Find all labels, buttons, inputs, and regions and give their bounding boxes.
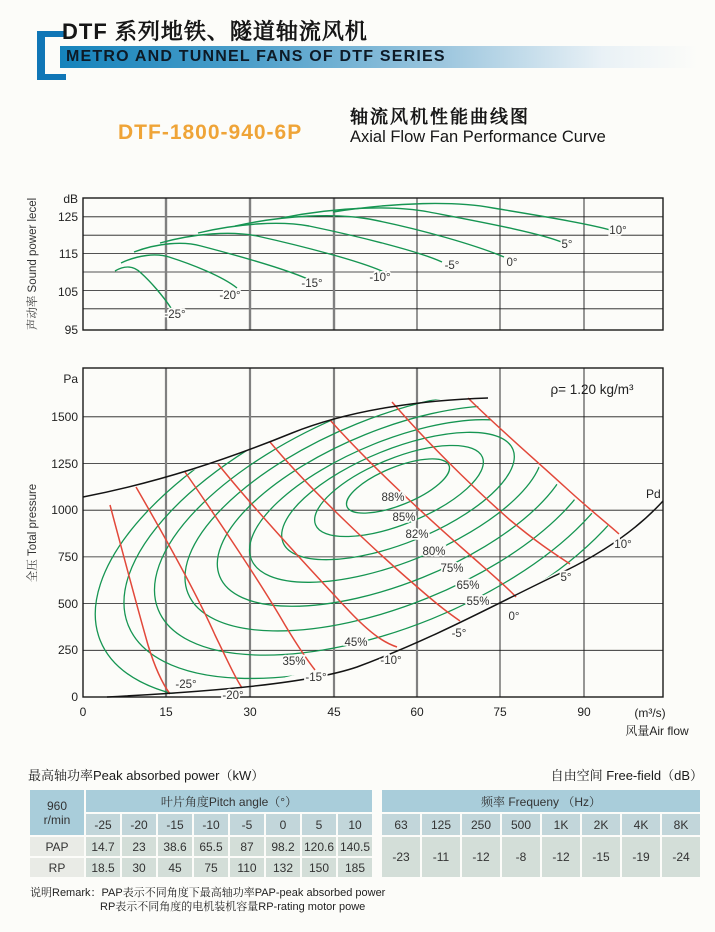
cell: 87 (230, 837, 264, 856)
cell: -19 (622, 837, 660, 877)
angle-header: 0 (266, 814, 300, 835)
pitch-angle-group-header: 叶片角度Pitch angle（°） (86, 790, 372, 812)
angle-label: -25° (175, 679, 197, 691)
freq-header: 4K (622, 814, 660, 835)
sound-curve-0 (235, 216, 504, 257)
page-title: DTF 系列地铁、隧道轴流风机 (62, 19, 368, 44)
efficiency-label: 75% (440, 563, 464, 575)
cell: 140.5 (338, 837, 372, 856)
pd-label: Pd (646, 487, 661, 501)
sound-curve-labels (164, 225, 626, 321)
table-row (382, 837, 700, 877)
cell: -12 (462, 837, 500, 877)
y-tick: 0 (71, 690, 78, 704)
frequency-group-header: 频率 Frequeny （Hz） (382, 790, 700, 812)
speed-value: 960 (46, 798, 68, 813)
freq-header: 8K (662, 814, 700, 835)
pressure-x-axis (80, 705, 689, 738)
sound-curve-neg15 (134, 243, 314, 282)
cell: -23 (382, 837, 420, 877)
y-unit: dB (63, 192, 78, 206)
angle-header: 5 (302, 814, 336, 835)
cell: -12 (542, 837, 580, 877)
sound-y-axis (58, 192, 78, 337)
x-axis-unit: (m³/s) (634, 706, 666, 720)
sound-curves (115, 203, 614, 308)
sound-chart (25, 192, 663, 337)
pitch-angle-curves (110, 398, 619, 694)
curve-label: -25° (164, 309, 186, 321)
curve-label: -15° (301, 278, 323, 290)
angle-label: 5° (560, 572, 572, 584)
efficiency-label: 55% (466, 596, 490, 608)
x-tick: 45 (327, 705, 341, 719)
angle-header: -15 (158, 814, 192, 835)
sound-curve-neg5 (198, 223, 442, 262)
pitch-curve-0 (330, 420, 516, 597)
efficiency-label: 80% (422, 546, 446, 558)
x-tick: 0 (79, 705, 87, 719)
x-tick: 30 (243, 705, 257, 719)
freq-header: 125 (422, 814, 460, 835)
peak-power-table (28, 788, 374, 879)
pitch-curve-neg25 (110, 505, 170, 694)
y-tick: 1500 (51, 410, 78, 424)
y-unit: Pa (63, 372, 78, 386)
x-axis-title: 风量Air flow (625, 724, 689, 738)
chart-title-cn: 轴流风机性能曲线图 (350, 107, 530, 127)
curve-label: 0° (506, 257, 518, 269)
power-table-title: 最高轴功率Peak absorbed power（kW） (28, 768, 265, 783)
cell: -8 (502, 837, 540, 877)
air-density-annotation: ρ= 1.20 kg/m³ (550, 382, 634, 397)
angle-label: -5° (451, 628, 467, 640)
x-tick: 75 (493, 705, 507, 719)
curve-label: -5° (444, 260, 460, 272)
pressure-chart (25, 279, 715, 755)
sound-y-axis-title: 声动率 Sound power lecel (27, 197, 39, 331)
cell: 45 (158, 858, 192, 877)
curve-label: 10° (609, 225, 627, 237)
table-row (382, 790, 700, 812)
x-tick: 15 (159, 705, 173, 719)
efficiency-label: 65% (456, 580, 480, 592)
y-tick: 1250 (51, 457, 78, 471)
angle-label: 10° (614, 539, 632, 551)
row-label: PAP (30, 837, 84, 856)
x-tick: 90 (577, 705, 591, 719)
efficiency-label: 88% (381, 492, 405, 504)
freq-header: 2K (582, 814, 620, 835)
chart-title-en: Axial Flow Fan Performance Curve (350, 128, 606, 146)
x-tick: 60 (410, 705, 424, 719)
angle-header: -10 (194, 814, 228, 835)
freefield-table-title: 自由空间 Free-field（dB） (550, 768, 703, 783)
freq-header: 500 (502, 814, 540, 835)
freq-header: 63 (382, 814, 420, 835)
efficiency-label: 85% (392, 512, 416, 524)
cell: 23 (122, 837, 156, 856)
table-row (30, 858, 372, 877)
efficiency-contours (47, 279, 715, 755)
fan-model-code: DTF-1800-940-6P (118, 121, 303, 144)
cell: -11 (422, 837, 460, 877)
cell: 120.6 (302, 837, 336, 856)
cell: 18.5 (86, 858, 120, 877)
angle-header: -5 (230, 814, 264, 835)
y-tick: 750 (57, 550, 78, 564)
contour-45 (81, 299, 694, 744)
cell: 185 (338, 858, 372, 877)
pitch-curve-neg10 (218, 464, 397, 647)
y-tick: 250 (57, 643, 78, 657)
angle-header: -25 (86, 814, 120, 835)
angle-label: 0° (508, 611, 520, 623)
speed-cell (30, 790, 84, 835)
freq-header: 1K (542, 814, 580, 835)
cell: 150 (302, 858, 336, 877)
freq-header: 250 (462, 814, 500, 835)
angle-label: -15° (305, 672, 327, 684)
speed-unit: r/min (43, 812, 71, 827)
y-tick: 500 (57, 597, 78, 611)
angle-header: 10 (338, 814, 372, 835)
remark-line-2: RP表示不同角度的电机装机容量RP-rating motor powe (100, 901, 366, 913)
cell: 65.5 (194, 837, 228, 856)
cell: 75 (194, 858, 228, 877)
pressure-y-axis-title: 全压 Total pressure (27, 483, 39, 583)
cell: 14.7 (86, 837, 120, 856)
table-row (30, 837, 372, 856)
cell: -24 (662, 837, 700, 877)
efficiency-label: 82% (405, 529, 429, 541)
y-tick: 115 (58, 247, 78, 261)
y-tick: 105 (57, 285, 78, 299)
angle-header: -20 (122, 814, 156, 835)
y-tick: 1000 (51, 503, 78, 517)
curve-label: 5° (561, 239, 573, 251)
efficiency-label: 35% (282, 656, 306, 668)
pressure-y-axis (51, 372, 78, 704)
angle-label: -10° (380, 655, 402, 667)
cell: 30 (122, 858, 156, 877)
curve-label: -20° (219, 290, 241, 302)
sound-curve-neg25 (115, 267, 171, 308)
y-tick: 95 (64, 323, 78, 337)
cell: 38.6 (158, 837, 192, 856)
angle-label: -20° (222, 690, 244, 702)
cell: 98.2 (266, 837, 300, 856)
cell: 110 (230, 858, 264, 877)
table-row (382, 814, 700, 835)
table-row (30, 790, 372, 812)
freefield-table (380, 788, 702, 879)
remark-line-1: 说明Remark：PAP表示不同角度下最高轴功率PAP-peak absorbed power (30, 887, 386, 899)
curve-label: -10° (369, 272, 391, 284)
row-label: RP (30, 858, 84, 877)
efficiency-label: 45% (344, 637, 368, 649)
cell: 132 (266, 858, 300, 877)
contour-35 (47, 279, 715, 755)
pitch-curve-10 (468, 398, 619, 534)
header-banner: METRO AND TUNNEL FANS OF DTF SERIES (60, 46, 698, 68)
y-tick: 125 (57, 210, 78, 224)
cell: -15 (582, 837, 620, 877)
